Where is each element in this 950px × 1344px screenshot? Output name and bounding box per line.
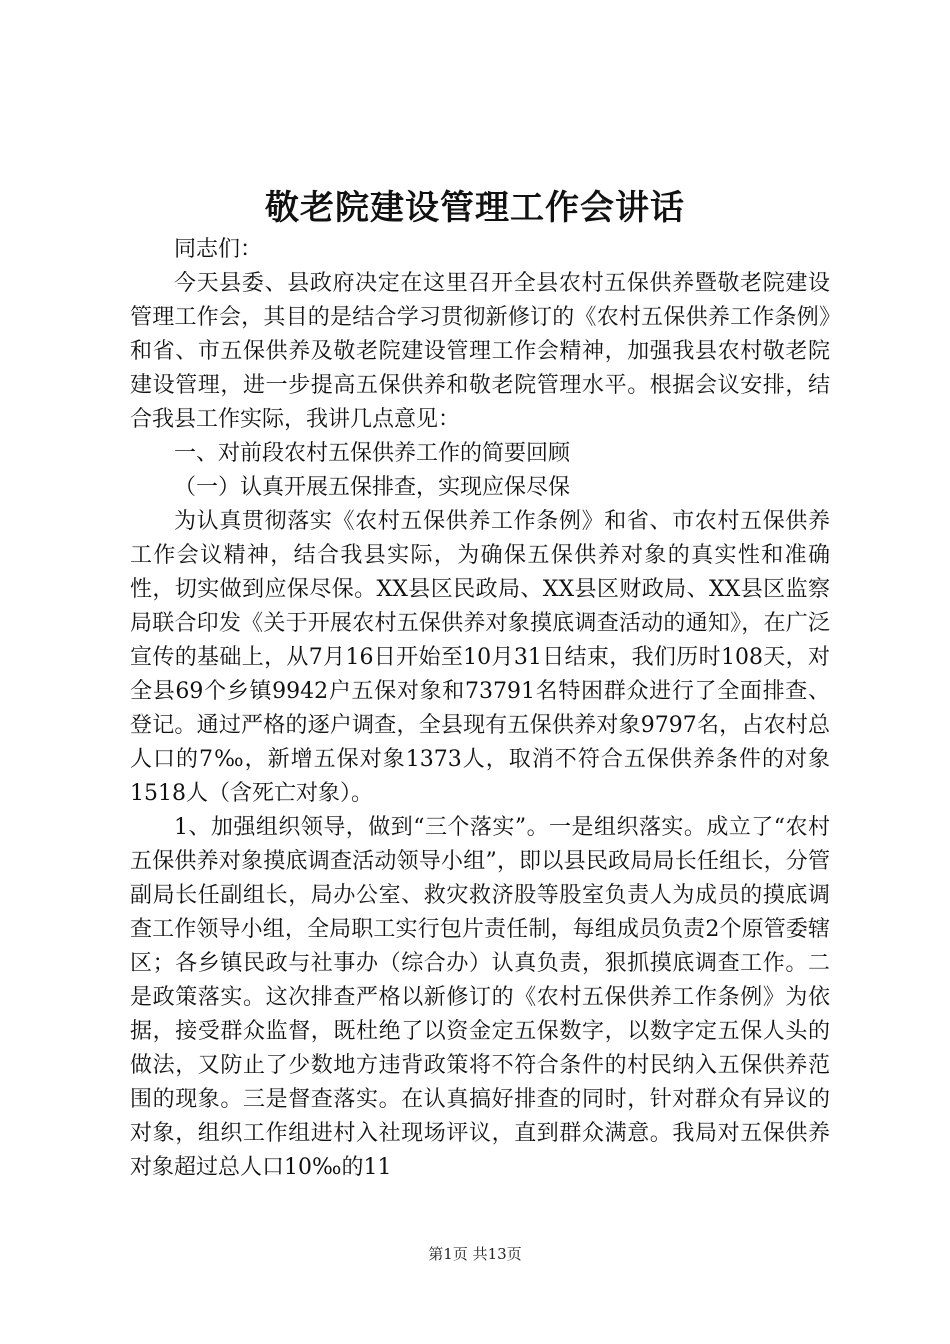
section-heading-1: 一、对前段农村五保供养工作的简要回顾 bbox=[174, 441, 571, 466]
paragraph-review: 为认真贯彻落实《农村五保供养工作条例》和省、市农村五保供养工作会议精神，结合我县实际，为确保五保供养对象的真实性和准确性，切实做到应保尽保。XX县区民政局、XX县区财政局、XX县区监察局联合印发《关于开展农村五保供养对象摸底调查活动的通知》，在广泛宣传的基础上，从7月16日开始至10月31日结束，我们历时108天，对全县69个乡镇9942户五保对象和73791名特困群众进行了全面排查、登记。通过严格的逐户调查，全县现有五保供养对象9797名，占农村总人口的7‰，新增五保对象1373人，取消不符合五保供养条件的对象1518人（含死亡对象）。 bbox=[130, 509, 830, 806]
document-body bbox=[130, 233, 830, 1185]
paragraph-intro: 今天县委、县政府决定在这里召开全县农村五保供养暨敬老院建设管理工作会，其目的是结合学习贯彻新修订的《农村五保供养工作条例》和省、市五保供养及敬老院建设管理工作会精神，加强我县农村敬老院建设管理，进一步提高五保供养和敬老院管理水平。根据会议安排，结合我县工作实际，我讲几点意见： bbox=[130, 271, 830, 432]
paragraph-organization: 1、加强组织领导，做到“三个落实”。一是组织落实。成立了“农村五保供养对象摸底调查活动领导小组”，即以县民政局局长任组长，分管副局长任副组长，局办公室、救灾救济股等股室负责人为成员的摸底调查工作领导小组，全局职工实行包片责任制，每组成员负责2个原管委辖区；各乡镇民政与社事办（综合办）认真负责，狠抓摸底调查工作。二是政策落实。这次排查严格以新修订的《农村五保供养工作条例》为依据，接受群众监督，既杜绝了以资金定五保数字，以数字定五保人头的做法，又防止了少数地方违背政策将不符合条件的村民纳入五保供养范围的现象。三是督查落实。在认真搞好排查的同时，针对群众有异议的对象，组织工作组进村入社现场评议，直到群众满意。我局对五保供养对象超过总人口10‰的11 bbox=[130, 815, 830, 1180]
page-number: 第1页 共13页 bbox=[428, 1245, 522, 1263]
subsection-heading-1: （一）认真开展五保排查，实现应保尽保 bbox=[174, 475, 571, 500]
document-title: 敬老院建设管理工作会讲话 bbox=[265, 188, 685, 228]
salutation: 同志们： bbox=[174, 237, 263, 262]
